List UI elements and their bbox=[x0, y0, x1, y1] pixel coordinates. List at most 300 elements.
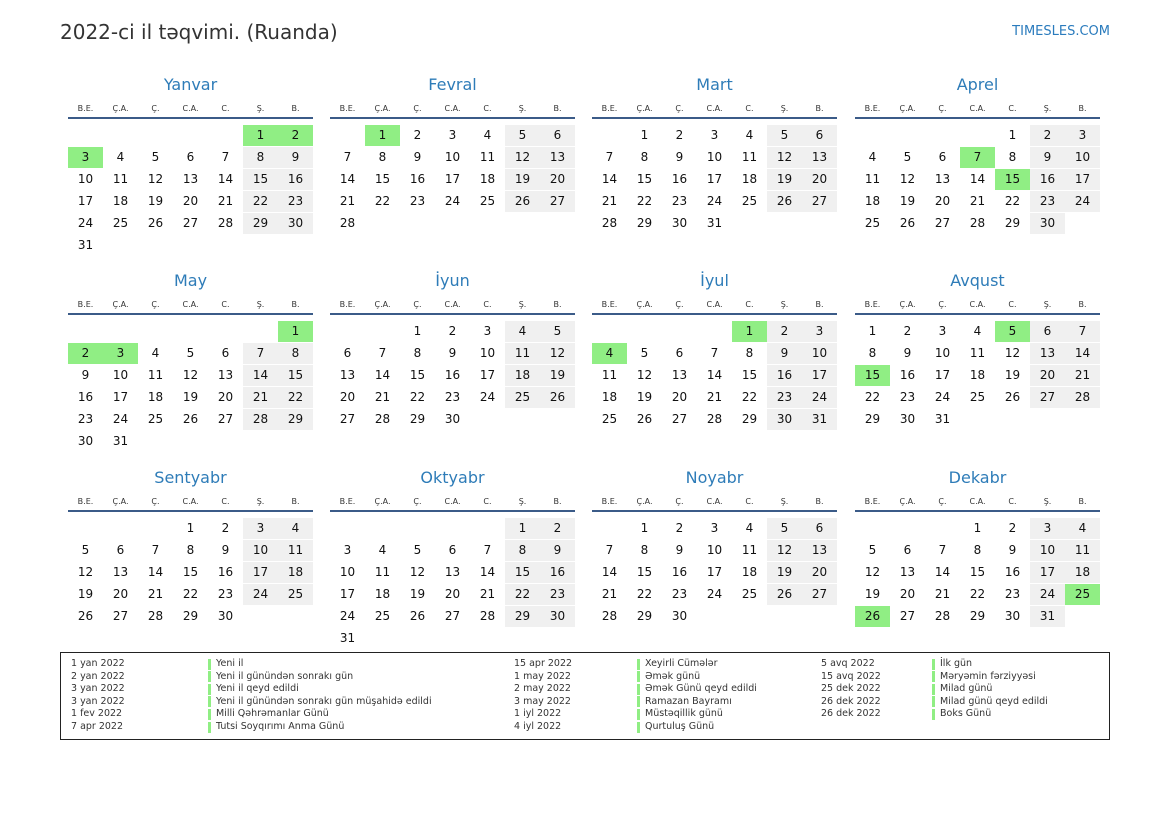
day-cell: 7 bbox=[221, 150, 230, 164]
day-cell: 10 bbox=[706, 150, 723, 164]
day-cell: 10 bbox=[1030, 540, 1065, 561]
day-cell: 29 bbox=[636, 216, 653, 230]
day-cell: 5 bbox=[903, 150, 912, 164]
holiday-day-cell: 26 bbox=[855, 606, 890, 627]
legend-holiday-marker bbox=[637, 671, 640, 682]
day-cell: 21 bbox=[706, 390, 723, 404]
day-cell: 12 bbox=[636, 368, 653, 382]
day-cell: 9 bbox=[903, 346, 912, 360]
day-cell: 19 bbox=[636, 390, 653, 404]
legend-holiday-marker bbox=[932, 659, 935, 670]
day-cell: 14 bbox=[706, 368, 723, 382]
month-name: Sentyabr bbox=[154, 468, 227, 487]
day-cell: 31 bbox=[1030, 606, 1065, 627]
day-cell: 9 bbox=[675, 543, 684, 557]
day-cell: 25 bbox=[374, 609, 391, 623]
month-name: Dekabr bbox=[948, 468, 1007, 487]
day-cell: 12 bbox=[540, 343, 575, 364]
day-cell: 13 bbox=[802, 147, 837, 168]
day-cell: 14 bbox=[601, 565, 618, 579]
legend-holiday-marker bbox=[208, 722, 211, 733]
holiday-day-cell: 7 bbox=[960, 147, 995, 168]
day-cell: 8 bbox=[278, 343, 313, 364]
day-cell: 5 bbox=[767, 518, 802, 539]
day-cell: 26 bbox=[409, 609, 426, 623]
day-cell: 8 bbox=[186, 543, 195, 557]
legend-date: 3 may 2022 bbox=[514, 695, 571, 707]
weekday-header: Ş. bbox=[256, 300, 265, 309]
day-cell: 19 bbox=[767, 169, 802, 190]
day-cell: 18 bbox=[505, 365, 540, 386]
day-cell: 23 bbox=[409, 194, 426, 208]
day-cell: 18 bbox=[278, 562, 313, 583]
day-cell: 13 bbox=[339, 368, 356, 382]
day-cell: 6 bbox=[540, 125, 575, 146]
day-cell: 18 bbox=[374, 587, 391, 601]
header-divider bbox=[592, 510, 837, 512]
day-cell: 22 bbox=[636, 194, 653, 208]
day-cell: 18 bbox=[147, 390, 164, 404]
weekday-header: C. bbox=[483, 497, 492, 506]
weekday-header: C. bbox=[483, 104, 492, 113]
day-cell: 14 bbox=[339, 172, 356, 186]
day-cell: 21 bbox=[243, 387, 278, 408]
legend-holiday-marker bbox=[637, 722, 640, 733]
day-cell: 6 bbox=[116, 543, 125, 557]
day-cell: 25 bbox=[147, 412, 164, 426]
header-divider bbox=[68, 313, 313, 315]
weekday-header: B.E. bbox=[864, 497, 881, 506]
weekday-header: Ç. bbox=[675, 497, 684, 506]
day-cell: 12 bbox=[864, 565, 881, 579]
day-cell: 30 bbox=[767, 409, 802, 430]
weekday-header: Ş. bbox=[256, 497, 265, 506]
legend-holiday-name: Milli Qəhrəmanlar Günü bbox=[216, 708, 329, 720]
day-cell: 23 bbox=[1030, 191, 1065, 212]
weekday-header: C.A. bbox=[444, 300, 461, 309]
day-cell: 31 bbox=[112, 434, 129, 448]
month-fevral bbox=[330, 75, 575, 265]
legend-holiday-marker bbox=[637, 684, 640, 695]
day-cell: 17 bbox=[1065, 169, 1100, 190]
day-cell: 31 bbox=[706, 216, 723, 230]
weekday-header: Ş. bbox=[780, 497, 789, 506]
day-cell: 26 bbox=[505, 191, 540, 212]
day-cell: 30 bbox=[1004, 609, 1021, 623]
weekday-header: Ş. bbox=[518, 104, 527, 113]
day-cell: 1 bbox=[973, 521, 982, 535]
holiday-day-cell: 15 bbox=[855, 365, 890, 386]
day-cell: 29 bbox=[864, 412, 881, 426]
legend-date: 1 fev 2022 bbox=[71, 708, 123, 720]
legend-date: 1 may 2022 bbox=[514, 670, 571, 682]
weekday-header: C.A. bbox=[182, 497, 199, 506]
weekday-header: Ç. bbox=[413, 300, 422, 309]
day-cell: 14 bbox=[969, 172, 986, 186]
weekday-header: C. bbox=[221, 497, 230, 506]
legend-holiday-marker bbox=[208, 659, 211, 670]
day-cell: 2 bbox=[903, 324, 912, 338]
day-cell: 9 bbox=[413, 150, 422, 164]
day-cell: 24 bbox=[934, 390, 951, 404]
header-divider bbox=[68, 510, 313, 512]
weekday-header: Ç.A. bbox=[374, 497, 391, 506]
day-cell: 28 bbox=[1065, 387, 1100, 408]
day-cell: 19 bbox=[505, 169, 540, 190]
legend-date: 1 yan 2022 bbox=[71, 658, 125, 669]
day-cell: 23 bbox=[899, 390, 916, 404]
day-cell: 12 bbox=[77, 565, 94, 579]
day-cell: 16 bbox=[77, 390, 94, 404]
day-cell: 2 bbox=[675, 521, 684, 535]
day-cell: 15 bbox=[182, 565, 199, 579]
day-cell: 19 bbox=[767, 562, 802, 583]
holiday-day-cell: 3 bbox=[68, 147, 103, 168]
day-cell: 30 bbox=[217, 609, 234, 623]
day-cell: 28 bbox=[479, 609, 496, 623]
day-cell: 18 bbox=[741, 172, 758, 186]
day-cell: 1 bbox=[413, 324, 422, 338]
day-cell: 20 bbox=[671, 390, 688, 404]
day-cell: 9 bbox=[1030, 147, 1065, 168]
month-aprel bbox=[855, 75, 1100, 265]
weekday-header: Ç. bbox=[675, 300, 684, 309]
day-cell: 7 bbox=[243, 343, 278, 364]
legend-date: 26 dek 2022 bbox=[821, 708, 881, 720]
weekday-header: B.E. bbox=[601, 497, 618, 506]
weekday-header: B.E. bbox=[77, 300, 94, 309]
day-cell: 5 bbox=[868, 543, 877, 557]
day-cell: 23 bbox=[278, 191, 313, 212]
header-divider bbox=[330, 117, 575, 119]
holiday-day-cell: 25 bbox=[1065, 584, 1100, 605]
day-cell: 27 bbox=[540, 191, 575, 212]
day-cell: 4 bbox=[483, 128, 492, 142]
day-cell: 17 bbox=[77, 194, 94, 208]
header-divider bbox=[68, 117, 313, 119]
weekday-header: Ç.A. bbox=[112, 104, 129, 113]
day-cell: 21 bbox=[339, 194, 356, 208]
legend-holiday-name: Milad günü bbox=[940, 683, 993, 695]
day-cell: 17 bbox=[243, 562, 278, 583]
day-cell: 11 bbox=[374, 565, 391, 579]
day-cell: 10 bbox=[339, 565, 356, 579]
day-cell: 29 bbox=[741, 412, 758, 426]
day-cell: 17 bbox=[1030, 562, 1065, 583]
weekday-header: C.A. bbox=[969, 104, 986, 113]
day-cell: 30 bbox=[1030, 213, 1065, 234]
weekday-header: B. bbox=[291, 497, 300, 506]
day-cell: 13 bbox=[899, 565, 916, 579]
day-cell: 25 bbox=[505, 387, 540, 408]
day-cell: 20 bbox=[934, 194, 951, 208]
day-cell: 3 bbox=[802, 321, 837, 342]
day-cell: 24 bbox=[243, 584, 278, 605]
day-cell: 28 bbox=[147, 609, 164, 623]
day-cell: 6 bbox=[802, 518, 837, 539]
day-cell: 29 bbox=[243, 213, 278, 234]
day-cell: 8 bbox=[413, 346, 422, 360]
day-cell: 4 bbox=[745, 128, 754, 142]
legend-holiday-marker bbox=[932, 696, 935, 707]
weekday-header: Ç.A. bbox=[374, 300, 391, 309]
day-cell: 6 bbox=[343, 346, 352, 360]
weekday-header: B. bbox=[553, 497, 562, 506]
day-cell: 5 bbox=[540, 321, 575, 342]
legend-date: 25 dek 2022 bbox=[821, 683, 881, 695]
day-cell: 21 bbox=[934, 587, 951, 601]
weekday-header: Ş. bbox=[1043, 497, 1052, 506]
day-cell: 4 bbox=[505, 321, 540, 342]
day-cell: 1 bbox=[1008, 128, 1017, 142]
day-cell: 23 bbox=[77, 412, 94, 426]
day-cell: 4 bbox=[745, 521, 754, 535]
day-cell: 10 bbox=[77, 172, 94, 186]
day-cell: 7 bbox=[710, 346, 719, 360]
day-cell: 16 bbox=[278, 169, 313, 190]
legend-date: 4 iyl 2022 bbox=[514, 721, 562, 732]
day-cell: 7 bbox=[1065, 321, 1100, 342]
legend-holiday-marker bbox=[932, 671, 935, 682]
day-cell: 14 bbox=[601, 172, 618, 186]
weekday-header: C.A. bbox=[182, 104, 199, 113]
header-divider bbox=[330, 510, 575, 512]
day-cell: 21 bbox=[601, 587, 618, 601]
day-cell: 4 bbox=[151, 346, 160, 360]
day-cell: 20 bbox=[899, 587, 916, 601]
day-cell: 18 bbox=[741, 565, 758, 579]
legend-holiday-name: Yeni il günündən sonrakı gün müşahidə edildi bbox=[216, 695, 432, 707]
weekday-header: C.A. bbox=[706, 497, 723, 506]
day-cell: 24 bbox=[706, 194, 723, 208]
day-cell: 20 bbox=[182, 194, 199, 208]
day-cell: 15 bbox=[969, 565, 986, 579]
legend-holiday-name: Ramazan Bayramı bbox=[645, 695, 732, 707]
weekday-header: B. bbox=[291, 104, 300, 113]
day-cell: 27 bbox=[444, 609, 461, 623]
weekday-header: Ç.A. bbox=[374, 104, 391, 113]
day-cell: 7 bbox=[343, 150, 352, 164]
day-cell: 28 bbox=[374, 412, 391, 426]
day-cell: 5 bbox=[505, 125, 540, 146]
day-cell: 19 bbox=[147, 194, 164, 208]
day-cell: 27 bbox=[339, 412, 356, 426]
weekday-header: C.A. bbox=[969, 300, 986, 309]
page-title: 2022-ci il təqvimi. (Ruanda) bbox=[60, 20, 338, 44]
day-cell: 21 bbox=[374, 390, 391, 404]
day-cell: 19 bbox=[182, 390, 199, 404]
day-cell: 8 bbox=[745, 346, 754, 360]
day-cell: 28 bbox=[217, 216, 234, 230]
day-cell: 17 bbox=[339, 587, 356, 601]
day-cell: 12 bbox=[1004, 346, 1021, 360]
weekday-header: C. bbox=[1008, 104, 1017, 113]
legend-holiday-marker bbox=[208, 696, 211, 707]
day-cell: 9 bbox=[81, 368, 90, 382]
day-cell: 20 bbox=[217, 390, 234, 404]
legend-date: 15 apr 2022 bbox=[514, 658, 573, 669]
day-cell: 27 bbox=[802, 584, 837, 605]
day-cell: 26 bbox=[899, 216, 916, 230]
day-cell: 24 bbox=[802, 387, 837, 408]
day-cell: 16 bbox=[899, 368, 916, 382]
day-cell: 21 bbox=[1065, 365, 1100, 386]
day-cell: 7 bbox=[483, 543, 492, 557]
day-cell: 30 bbox=[540, 606, 575, 627]
month-sentyabr bbox=[68, 468, 313, 658]
day-cell: 21 bbox=[147, 587, 164, 601]
day-cell: 9 bbox=[675, 150, 684, 164]
weekday-header: C. bbox=[745, 300, 754, 309]
day-cell: 15 bbox=[243, 169, 278, 190]
day-cell: 10 bbox=[243, 540, 278, 561]
weekday-header: B. bbox=[553, 300, 562, 309]
day-cell: 8 bbox=[640, 150, 649, 164]
weekday-header: Ş. bbox=[780, 300, 789, 309]
site-link[interactable]: TIMESLES.COM bbox=[1012, 24, 1110, 39]
day-cell: 8 bbox=[1008, 150, 1017, 164]
month-i̇yul bbox=[592, 271, 837, 461]
day-cell: 6 bbox=[903, 543, 912, 557]
day-cell: 17 bbox=[934, 368, 951, 382]
legend-holiday-marker bbox=[208, 671, 211, 682]
day-cell: 31 bbox=[934, 412, 951, 426]
legend-date: 2 yan 2022 bbox=[71, 670, 125, 682]
day-cell: 24 bbox=[706, 587, 723, 601]
day-cell: 26 bbox=[767, 584, 802, 605]
holiday-legend bbox=[60, 652, 1110, 740]
day-cell: 2 bbox=[413, 128, 422, 142]
day-cell: 1 bbox=[640, 128, 649, 142]
day-cell: 12 bbox=[767, 147, 802, 168]
day-cell: 23 bbox=[671, 194, 688, 208]
weekday-header: B. bbox=[291, 300, 300, 309]
day-cell: 22 bbox=[636, 587, 653, 601]
day-cell: 4 bbox=[278, 518, 313, 539]
day-cell: 10 bbox=[706, 543, 723, 557]
day-cell: 6 bbox=[448, 543, 457, 557]
day-cell: 5 bbox=[151, 150, 160, 164]
day-cell: 21 bbox=[479, 587, 496, 601]
month-name: Noyabr bbox=[685, 468, 744, 487]
day-cell: 15 bbox=[505, 562, 540, 583]
day-cell: 11 bbox=[741, 543, 758, 557]
day-cell: 8 bbox=[640, 543, 649, 557]
legend-holiday-name: Müstəqillik günü bbox=[645, 708, 723, 720]
day-cell: 3 bbox=[710, 521, 719, 535]
weekday-header: Ş. bbox=[1043, 300, 1052, 309]
month-noyabr bbox=[592, 468, 837, 658]
day-cell: 15 bbox=[374, 172, 391, 186]
day-cell: 9 bbox=[221, 543, 230, 557]
day-cell: 7 bbox=[605, 150, 614, 164]
day-cell: 11 bbox=[864, 172, 881, 186]
holiday-day-cell: 2 bbox=[68, 343, 103, 364]
day-cell: 12 bbox=[147, 172, 164, 186]
holiday-day-cell: 4 bbox=[592, 343, 627, 364]
day-cell: 27 bbox=[1030, 387, 1065, 408]
legend-date: 3 yan 2022 bbox=[71, 695, 125, 707]
day-cell: 23 bbox=[444, 390, 461, 404]
day-cell: 25 bbox=[969, 390, 986, 404]
day-cell: 26 bbox=[1004, 390, 1021, 404]
day-cell: 6 bbox=[186, 150, 195, 164]
day-cell: 6 bbox=[1030, 321, 1065, 342]
day-cell: 20 bbox=[802, 562, 837, 583]
day-cell: 13 bbox=[802, 540, 837, 561]
weekday-header: C.A. bbox=[706, 104, 723, 113]
month-avqust bbox=[855, 271, 1100, 461]
day-cell: 22 bbox=[1004, 194, 1021, 208]
month-name: Fevral bbox=[428, 75, 477, 94]
day-cell: 2 bbox=[1030, 125, 1065, 146]
day-cell: 8 bbox=[243, 147, 278, 168]
day-cell: 9 bbox=[767, 343, 802, 364]
day-cell: 10 bbox=[444, 150, 461, 164]
day-cell: 14 bbox=[934, 565, 951, 579]
day-cell: 12 bbox=[767, 540, 802, 561]
day-cell: 7 bbox=[378, 346, 387, 360]
legend-holiday-name: Tutsi Soyqırımı Anma Günü bbox=[216, 721, 345, 732]
month-name: İyun bbox=[435, 271, 470, 290]
day-cell: 11 bbox=[741, 150, 758, 164]
day-cell: 24 bbox=[1065, 191, 1100, 212]
day-cell: 27 bbox=[899, 609, 916, 623]
weekday-header: C. bbox=[1008, 497, 1017, 506]
day-cell: 15 bbox=[636, 565, 653, 579]
weekday-header: Ç.A. bbox=[636, 104, 653, 113]
weekday-header: Ç. bbox=[413, 497, 422, 506]
weekday-header: Ç.A. bbox=[899, 104, 916, 113]
day-cell: 11 bbox=[1065, 540, 1100, 561]
legend-holiday-name: Yeni il qeyd edildi bbox=[216, 683, 299, 695]
holiday-day-cell: 15 bbox=[995, 169, 1030, 190]
day-cell: 30 bbox=[671, 609, 688, 623]
day-cell: 20 bbox=[112, 587, 129, 601]
legend-holiday-name: Boks Günü bbox=[940, 708, 992, 720]
weekday-header: B.E. bbox=[864, 104, 881, 113]
day-cell: 29 bbox=[636, 609, 653, 623]
month-yanvar bbox=[68, 75, 313, 265]
day-cell: 3 bbox=[710, 128, 719, 142]
day-cell: 4 bbox=[868, 150, 877, 164]
day-cell: 30 bbox=[671, 216, 688, 230]
day-cell: 24 bbox=[1030, 584, 1065, 605]
day-cell: 12 bbox=[899, 172, 916, 186]
weekday-header: B. bbox=[1078, 104, 1087, 113]
day-cell: 16 bbox=[444, 368, 461, 382]
day-cell: 15 bbox=[636, 172, 653, 186]
day-cell: 3 bbox=[243, 518, 278, 539]
day-cell: 22 bbox=[505, 584, 540, 605]
holiday-day-cell: 1 bbox=[365, 125, 400, 146]
day-cell: 2 bbox=[540, 518, 575, 539]
weekday-header: Ç.A. bbox=[636, 300, 653, 309]
legend-holiday-name: Əmək Günü qeyd edildi bbox=[645, 683, 757, 695]
legend-holiday-marker bbox=[637, 696, 640, 707]
weekday-header: Ç.A. bbox=[112, 497, 129, 506]
day-cell: 17 bbox=[706, 172, 723, 186]
day-cell: 16 bbox=[540, 562, 575, 583]
day-cell: 12 bbox=[409, 565, 426, 579]
day-cell: 10 bbox=[934, 346, 951, 360]
day-cell: 13 bbox=[444, 565, 461, 579]
month-name: May bbox=[173, 271, 208, 290]
day-cell: 28 bbox=[601, 609, 618, 623]
day-cell: 14 bbox=[243, 365, 278, 386]
day-cell: 27 bbox=[934, 216, 951, 230]
day-cell: 12 bbox=[182, 368, 199, 382]
